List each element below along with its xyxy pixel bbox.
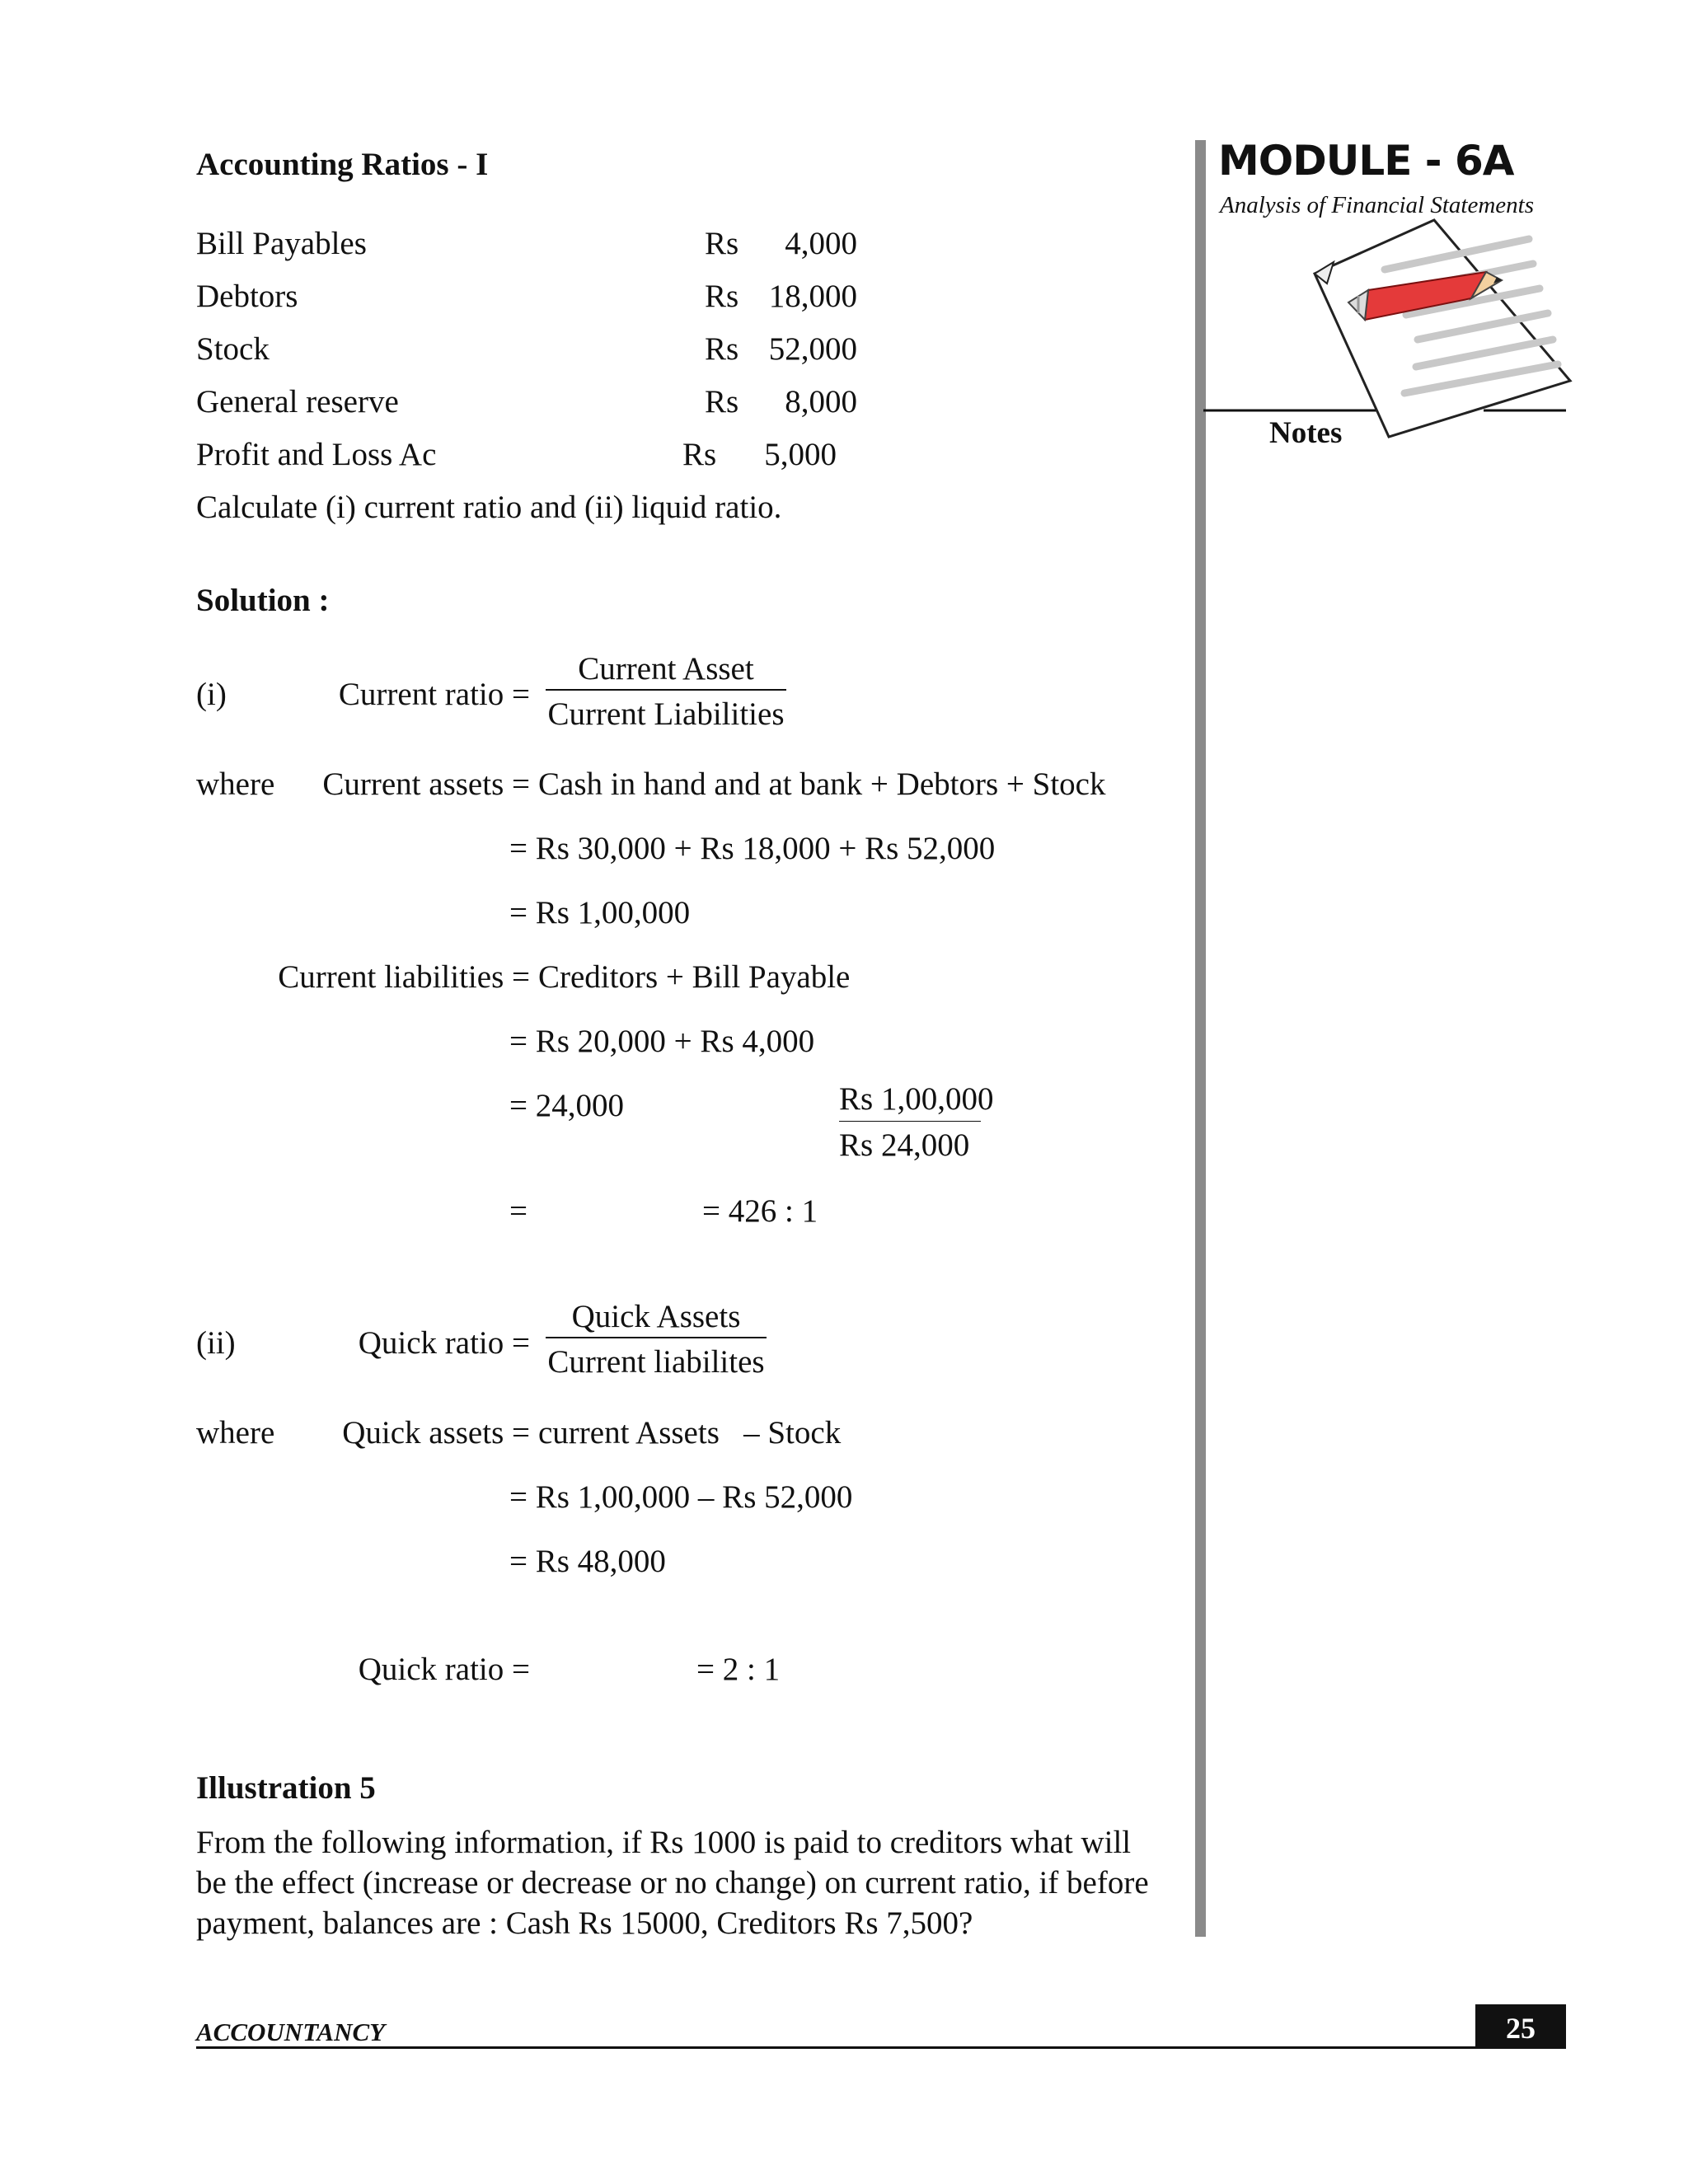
current-assets-formula: Cash in hand and at bank + Debtors + Stock: [538, 766, 1106, 802]
module-title: MODULE - 6A: [1218, 137, 1514, 185]
quick-ratio-result: = 2 : 1: [696, 1652, 781, 1687]
fraction-numerator: Current Asset: [578, 651, 754, 687]
equals-sign: =: [509, 1193, 528, 1229]
ratio-fraction-denominator: Rs 24,000: [839, 1127, 970, 1163]
balance-currency: Rs: [705, 226, 739, 261]
balance-amount: 5,000: [764, 437, 837, 472]
module-subtitle: Analysis of Financial Statements: [1220, 192, 1534, 218]
balance-amount: 18,000: [768, 279, 857, 314]
illustration-text-line: be the effect (increase or decrease or no change) on current ratio, if before: [196, 1865, 1149, 1900]
fraction-denominator: Current Liabilities: [547, 696, 785, 732]
current-liabilities-formula: Creditors + Bill Payable: [538, 959, 851, 995]
current-liabilities-values: = Rs 20,000 + Rs 4,000: [509, 1024, 815, 1059]
current-liabilities-lhs: Current liabilities =: [278, 959, 530, 995]
question-text: Calculate (i) current ratio and (ii) liquid ratio.: [196, 490, 782, 525]
quick-fraction-numerator: Quick Assets: [571, 1299, 741, 1334]
current-liabilities-total: = 24,000: [509, 1088, 624, 1123]
ratio-fraction-numerator: Rs 1,00,000: [839, 1081, 994, 1117]
current-assets-total: = Rs 1,00,000: [509, 895, 691, 930]
current-ratio-result: = 426 : 1: [702, 1193, 818, 1229]
where-label: where: [196, 766, 275, 802]
illustration-heading: Illustration 5: [196, 1770, 376, 1806]
page-number-box: [1475, 2004, 1566, 2047]
quick-fraction-bar: [546, 1337, 767, 1338]
current-assets-lhs: Current assets =: [322, 766, 530, 802]
balance-currency: Rs: [705, 384, 739, 419]
part-ii-label: (ii): [196, 1325, 236, 1361]
balance-currency: Rs: [705, 279, 739, 314]
balance-label: General reserve: [196, 384, 399, 419]
footer-subject: ACCOUNTANCY: [196, 2018, 386, 2046]
quick-ratio-final-lhs: Quick ratio =: [358, 1652, 530, 1687]
ratio-fraction-bar: [839, 1121, 981, 1122]
balance-label: Debtors: [196, 279, 298, 314]
notes-label: Notes: [1269, 416, 1343, 450]
illustration-text-line: From the following information, if Rs 1000 is paid to creditors what will: [196, 1825, 1132, 1860]
quick-ratio-lhs: Quick ratio =: [358, 1325, 530, 1361]
current-ratio-lhs: Current ratio =: [338, 677, 530, 712]
quick-assets-total: = Rs 48,000: [509, 1544, 666, 1579]
quick-fraction-denominator: Current liabilites: [547, 1344, 765, 1380]
chapter-title: Accounting Ratios - I: [196, 147, 489, 182]
notes-pencil-icon: [1203, 216, 1574, 455]
balance-currency: Rs: [705, 331, 739, 367]
quick-assets-values: = Rs 1,00,000 – Rs 52,000: [509, 1479, 853, 1515]
solution-heading: Solution :: [196, 583, 330, 618]
quick-assets-formula: current Assets – Stock: [538, 1415, 842, 1451]
part-i-label: (i): [196, 677, 227, 712]
footer-rule: [196, 2046, 1566, 2049]
balance-label: Bill Payables: [196, 226, 367, 261]
quick-assets-lhs: Quick assets =: [342, 1415, 530, 1451]
balance-currency: Rs: [682, 437, 717, 472]
where-label: where: [196, 1415, 275, 1451]
balance-label: Profit and Loss Ac: [196, 437, 437, 472]
balance-label: Stock: [196, 331, 270, 367]
illustration-text-line: payment, balances are : Cash Rs 15000, Creditors Rs 7,500?: [196, 1905, 973, 1941]
balance-amount: 8,000: [785, 384, 857, 419]
balance-amount: 4,000: [785, 226, 857, 261]
current-assets-values: = Rs 30,000 + Rs 18,000 + Rs 52,000: [509, 831, 996, 866]
page-number: 25: [1506, 2012, 1536, 2045]
balance-amount: 52,000: [768, 331, 857, 367]
fraction-bar: [546, 689, 786, 691]
